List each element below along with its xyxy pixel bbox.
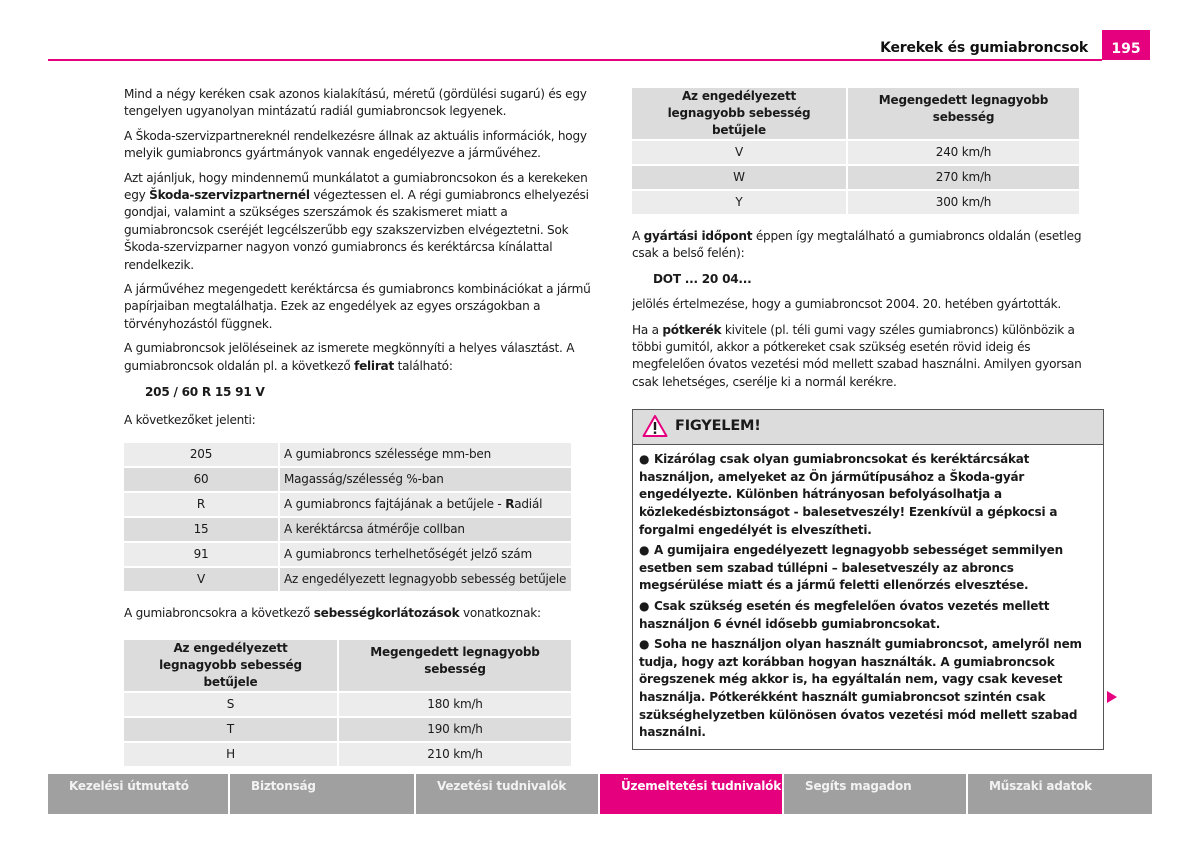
paragraph: A következőket jelenti: (124, 412, 256, 427)
warning-text: Kizárólag csak olyan gumiabroncsokat és keréktárcsákat használjon, amelyeket az Ön járműtípusához a Škoda-gyár engedélyezte. Különben hátrányosan befolyásolhatja a közlekedésbiztonságot - balesetveszély! Ezenkívül a gépkocsi a forgalmi engedélyét is elveszítheti. (639, 452, 1058, 537)
table-cell: T (124, 717, 338, 742)
table-cell: V (124, 567, 279, 592)
table-cell: 15 (124, 517, 279, 542)
table-cell: H (124, 742, 338, 767)
header-rule (48, 59, 1102, 61)
nav-tab-biztonsag[interactable]: Biztonság (230, 774, 416, 814)
bullet-icon: ● (639, 452, 650, 467)
table-header-row (632, 88, 1080, 140)
table-row (124, 742, 572, 767)
text-run: vonatkoznak: (459, 605, 541, 620)
text-run: Ha a (632, 322, 663, 337)
table-cell: Az engedélyezett legnagyobb sebesség betűjele (279, 567, 572, 592)
table-cell: 210 km/h (338, 742, 572, 767)
table-row (124, 717, 572, 742)
table-cell: 270 km/h (847, 165, 1080, 190)
table-cell: A keréktárcsa átmérője collban (279, 517, 572, 542)
warning-header (633, 410, 1103, 445)
text-run: A gumiabroncs fajtájának a betűjele - (284, 496, 506, 511)
table-row (124, 567, 572, 592)
warning-box (632, 409, 1104, 750)
warning-text: A gumijaira engedélyezett legnagyobb sebességet semmilyen esetben sem szabad túllépni – balesetveszély az abroncs megsérülése miatt és a jármű feletti ellenőrzés elvesztése. (639, 543, 1063, 593)
text-run: kivitele (pl. téli gumi vagy széles gumiabroncs) különbözik a többi gumitól, akkor a pótkereket csak szükség esetén rövid ideig és megfelelően óvatos vezetési mód mellett szabad használni. Amilyen gyorsan csak lehetséges, cserélje ki a normál kerékre. (632, 322, 1082, 389)
table-cell: Y (632, 190, 847, 215)
table-cell: R (124, 492, 279, 517)
dot-code-example: DOT ... 20 04... (653, 271, 752, 286)
warning-item (639, 542, 1095, 595)
warning-item (639, 636, 1095, 742)
table-header-row (124, 640, 572, 692)
right-column (632, 88, 1106, 750)
warning-item (639, 451, 1095, 539)
nav-tab-vezetesi-tudnivalok[interactable]: Vezetési tudnivalók (416, 774, 600, 814)
text-run: A (632, 229, 644, 243)
warning-text: Soha ne használjon olyan használt gumiabroncsot, amelyről nem tudja, hogy azt korábban hogyan használták. A gumiabroncsok öregszenek még akkor is, ha egyáltalán nem, vagy csak keveset használja. Pótkerékként használt gumiabroncsot szintén csak szükséghelyzetben különösen óvatos vezetési mód mellett szabad használni. (639, 637, 1082, 740)
table-row (632, 190, 1080, 215)
paragraph (124, 170, 600, 274)
table-cell: 180 km/h (338, 692, 572, 717)
page-number: 195 (1102, 30, 1150, 60)
table-cell: 190 km/h (338, 717, 572, 742)
warning-text: Csak szükség esetén és megfelelően óvatos vezetés mellett használjon 6 évnél idősebb gumiabroncsokat. (639, 599, 1050, 631)
bullet-icon: ● (639, 599, 650, 613)
table-row (632, 165, 1080, 190)
table-cell: A gumiabroncs szélessége mm-ben (279, 443, 572, 467)
bold-term: R (505, 496, 515, 511)
paragraph: A járművéhez megengedett keréktárcsa és gumiabroncs kombinációkat a jármű papírjaiban megtalálhatja. Ezek az engedélyek az egyes országokban a törvényhozástól függnek. (124, 282, 591, 331)
table-cell: W (632, 165, 847, 190)
table-cell: A gumiabroncs terhelhetőségét jelző szám (279, 542, 572, 567)
warning-item (639, 598, 1095, 633)
warning-title: FIGYELEM! (675, 418, 761, 435)
text-run: található: (393, 358, 453, 373)
table-cell: 300 km/h (847, 190, 1080, 215)
paragraph (124, 605, 600, 622)
speed-table-left (124, 640, 573, 768)
bold-term: Škoda-szervizpartnernél (149, 188, 310, 203)
bullet-icon: ● (639, 543, 650, 558)
marking-table (124, 443, 573, 593)
column-header: Megengedett legnagyobb sebesség (847, 88, 1080, 140)
text-run: adiál (514, 496, 543, 511)
continue-arrow-icon[interactable] (1106, 690, 1118, 704)
table-cell: 60 (124, 467, 279, 492)
warning-triangle-icon (642, 414, 668, 438)
bold-term: felirat (354, 358, 394, 373)
column-header: Megengedett legnagyobb sebesség (338, 640, 572, 692)
chapter-title: Kerekek és gumiabroncsok (880, 40, 1088, 56)
bold-term: pótkerék (662, 322, 722, 337)
table-cell: 91 (124, 542, 279, 567)
bold-term: sebességkorlátozások (313, 605, 460, 620)
table-row (124, 443, 572, 467)
nav-tab-muszaki-adatok[interactable]: Műszaki adatok (968, 774, 1152, 814)
warning-body (633, 445, 1103, 749)
nav-tab-uzemeltetesi-tudnivalok[interactable]: Üzemeltetési tudnivalók (600, 774, 784, 814)
column-header: Az engedélyezett legnagyobb sebesség betűjele (124, 640, 338, 692)
text-run: A gumiabroncsok jelöléseinek az ismerete megkönnyíti a helyes választást. A gumiabroncsok oldalán pl. a következő (124, 341, 575, 373)
text-run: végeztessen el. A régi gumiabroncs elhelyezési gondjai, valamint a szükséges szerszámok és szakismeret miatt a gumiabroncsok cseréjét legcélszerűbb egy szakszervizben elvégeztetni. Sok Škoda-szervizparner nagyon vonzó gumiabroncs és keréktárcsa kínálattal rendelkezik. (124, 188, 589, 272)
table-cell: Magasság/szélesség %-ban (279, 467, 572, 492)
tyre-marking-example: 205 / 60 R 15 91 V (145, 385, 265, 400)
table-row (124, 492, 572, 517)
paragraph: A Škoda-szervizpartnereknél rendelkezésre állnak az aktuális információk, hogy melyik gumiabroncs gyártmányok vannak engedélyezve a járművéhez. (124, 128, 587, 161)
text-run: Azt ajánljuk, hogy mindennemű munkálatot a gumiabroncsokon és a kerekeken egy (124, 170, 588, 203)
section-nav (48, 774, 1152, 814)
table-row (124, 517, 572, 542)
paragraph: Mind a négy keréken csak azonos kialakítású, méretű (gördülési sugarú) és egy tengelyen ugyanolyan mintázatú radiál gumiabroncsok legyenek. (124, 87, 587, 119)
column-header: Az engedélyezett legnagyobb sebesség betűjele (632, 88, 847, 140)
nav-tab-kezelesi-utmutato[interactable]: Kezelési útmutató (48, 774, 230, 814)
table-row (632, 140, 1080, 165)
table-cell: 205 (124, 443, 279, 467)
bold-term: gyártási időpont (643, 229, 753, 243)
table-cell: S (124, 692, 338, 717)
text-run: éppen így megtalálható a gumiabroncs oldalán (esetleg csak a belső felén): (632, 229, 1082, 261)
paragraph: jelölés értelmezése, hogy a gumiabroncsot 2004. 20. hetében gyártották. (632, 297, 1061, 312)
table-cell: 240 km/h (847, 140, 1080, 165)
nav-tab-segits-magadon[interactable]: Segíts magadon (784, 774, 968, 814)
table-row (124, 467, 572, 492)
paragraph (124, 340, 600, 375)
table-cell (279, 492, 572, 517)
table-row (124, 692, 572, 717)
speed-table-right (632, 88, 1081, 216)
table-cell: V (632, 140, 847, 165)
paragraph (632, 322, 1106, 392)
left-column (124, 86, 600, 768)
table-row (124, 542, 572, 567)
paragraph (632, 228, 1106, 263)
text-run: A gumiabroncsokra a következő (124, 605, 314, 620)
bullet-icon: ● (639, 637, 650, 652)
